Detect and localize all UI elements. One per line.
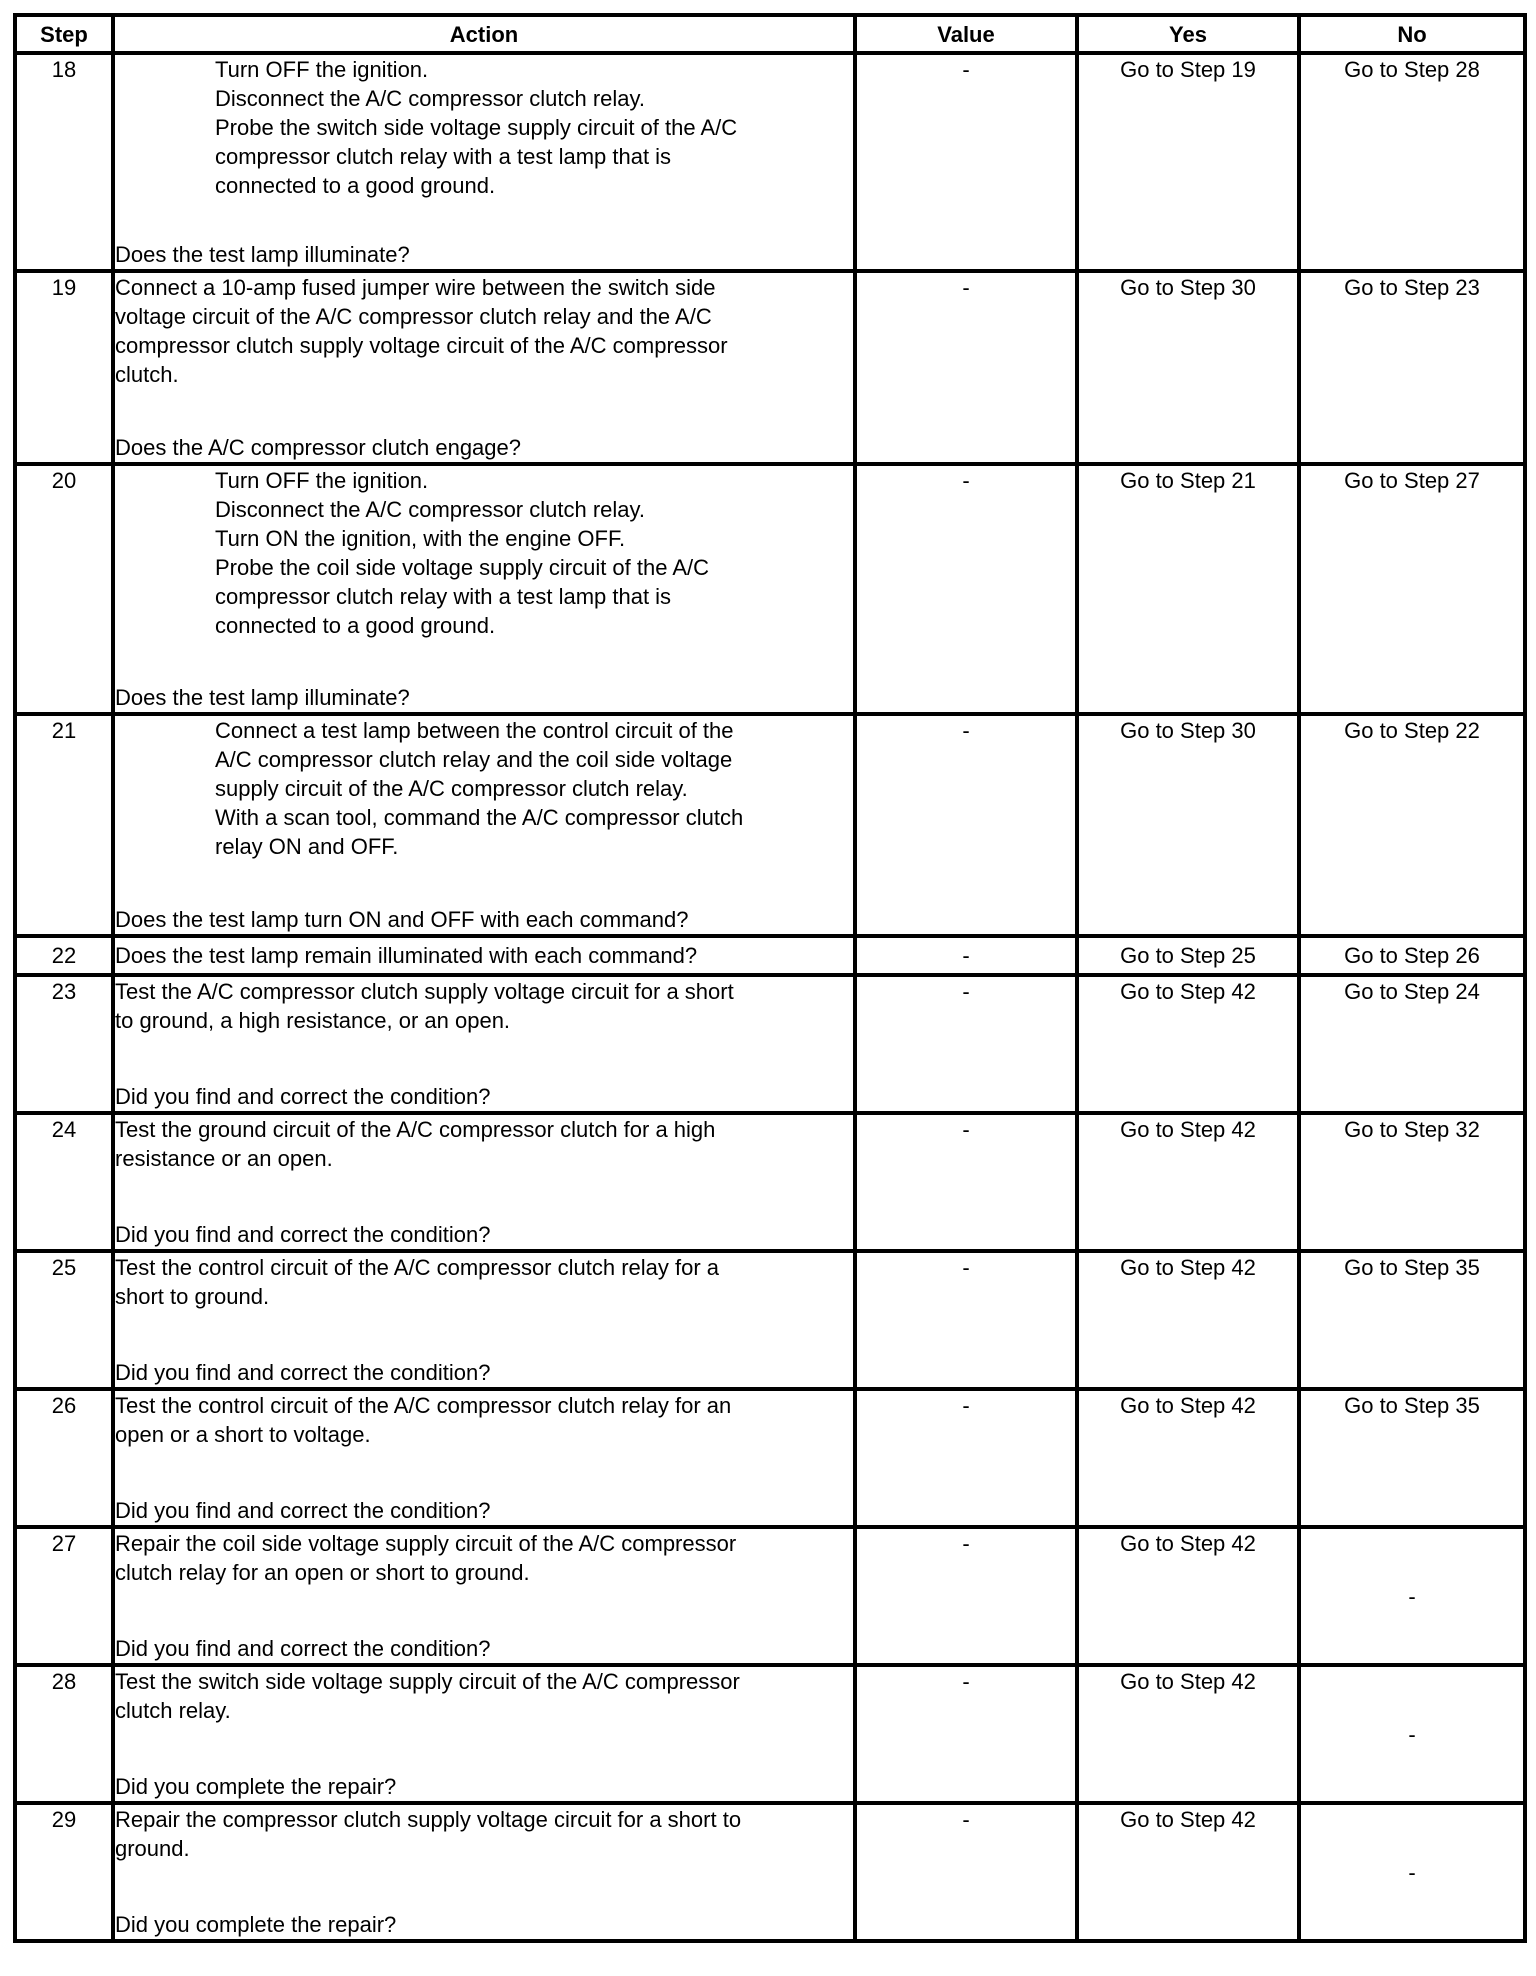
action-line: Disconnect the A/C compressor clutch relay. [215, 86, 645, 111]
no-cell: - [1299, 1527, 1525, 1665]
header-row [15, 15, 1525, 53]
step-number: 22 [15, 936, 113, 975]
action-cell [113, 975, 855, 1113]
table-row [15, 1803, 1525, 1941]
action-line: clutch relay. [115, 1698, 231, 1723]
value-cell: - [855, 271, 1077, 464]
action-question: Does the test lamp remain illuminated with each command? [115, 943, 698, 968]
no-cell: - [1299, 1665, 1525, 1803]
action-line: short to ground. [115, 1284, 270, 1309]
action-line: Disconnect the A/C compressor clutch relay. [215, 497, 645, 522]
table-row [15, 53, 1525, 271]
action-steps [115, 1667, 853, 1725]
action-cell [113, 1665, 855, 1803]
action-question: Does the test lamp illuminate? [115, 242, 410, 267]
action-steps [115, 1529, 853, 1587]
no-cell: Go to Step 35 [1299, 1389, 1525, 1527]
diagnostic-table [13, 13, 1527, 1943]
action-question: Does the A/C compressor clutch engage? [115, 435, 522, 460]
step-number: 26 [15, 1389, 113, 1527]
action-line: Turn OFF the ignition. [215, 468, 429, 493]
action-line: Repair the compressor clutch supply voltage circuit for a short to [115, 1807, 742, 1832]
yes-cell: Go to Step 42 [1077, 1251, 1299, 1389]
action-line: to ground, a high resistance, or an open. [115, 1008, 511, 1033]
step-number: 21 [15, 714, 113, 936]
value-cell: - [855, 53, 1077, 271]
value-cell: - [855, 464, 1077, 714]
no-cell: Go to Step 24 [1299, 975, 1525, 1113]
table-row [15, 1665, 1525, 1803]
action-question: Did you complete the repair? [115, 1774, 397, 1799]
action-steps [115, 1805, 853, 1863]
action-cell [113, 936, 855, 975]
action-cell [113, 714, 855, 936]
action-cell [113, 464, 855, 714]
step-number: 28 [15, 1665, 113, 1803]
diagnostic-table-container [13, 13, 1523, 1943]
action-cell [113, 1803, 855, 1941]
action-cell [113, 271, 855, 464]
action-cell [113, 1113, 855, 1251]
action-steps [115, 466, 853, 640]
value-cell: - [855, 975, 1077, 1113]
yes-cell: Go to Step 30 [1077, 271, 1299, 464]
action-steps [115, 716, 853, 861]
no-cell: Go to Step 27 [1299, 464, 1525, 714]
action-question: Did you find and correct the condition? [115, 1498, 491, 1523]
value-cell: - [855, 1803, 1077, 1941]
action-question: Does the test lamp turn ON and OFF with each command? [115, 907, 689, 932]
no-cell: Go to Step 22 [1299, 714, 1525, 936]
action-line: Turn ON the ignition, with the engine OFF. [215, 526, 626, 551]
step-number: 24 [15, 1113, 113, 1251]
action-line: Test the control circuit of the A/C compressor clutch relay for an [115, 1393, 732, 1418]
value-cell: - [855, 1113, 1077, 1251]
action-line: voltage circuit of the A/C compressor clutch relay and the A/C [115, 304, 712, 329]
action-steps [115, 273, 853, 389]
action-question: Did you complete the repair? [115, 1912, 397, 1937]
step-number: 20 [15, 464, 113, 714]
action-cell [113, 1527, 855, 1665]
action-line: compressor clutch relay with a test lamp that is [215, 584, 672, 609]
table-row [15, 1113, 1525, 1251]
value-cell: - [855, 1665, 1077, 1803]
step-number: 25 [15, 1251, 113, 1389]
action-line: Probe the coil side voltage supply circuit of the A/C [215, 555, 710, 580]
header-step: Step [15, 15, 113, 53]
value-cell: - [855, 1251, 1077, 1389]
action-cell [113, 1251, 855, 1389]
action-line: relay ON and OFF. [215, 834, 399, 859]
action-steps [115, 977, 853, 1035]
table-row [15, 1527, 1525, 1665]
action-line: Probe the switch side voltage supply circuit of the A/C [215, 115, 738, 140]
action-line: Repair the coil side voltage supply circuit of the A/C compressor [115, 1531, 737, 1556]
action-question: Did you find and correct the condition? [115, 1360, 491, 1385]
action-question: Did you find and correct the condition? [115, 1636, 491, 1661]
table-row [15, 464, 1525, 714]
no-cell: - [1299, 1803, 1525, 1941]
action-line: compressor clutch relay with a test lamp that is [215, 144, 672, 169]
yes-cell: Go to Step 42 [1077, 975, 1299, 1113]
action-line: compressor clutch supply voltage circuit of the A/C compressor [115, 333, 728, 358]
yes-cell: Go to Step 42 [1077, 1803, 1299, 1941]
action-steps [115, 1391, 853, 1449]
value-cell: - [855, 1527, 1077, 1665]
action-line: ground. [115, 1836, 190, 1861]
table-row [15, 936, 1525, 975]
action-line: resistance or an open. [115, 1146, 333, 1171]
action-line: connected to a good ground. [215, 173, 496, 198]
no-cell: Go to Step 26 [1299, 936, 1525, 975]
header-value: Value [855, 15, 1077, 53]
action-line: open or a short to voltage. [115, 1422, 371, 1447]
action-question: Did you find and correct the condition? [115, 1084, 491, 1109]
value-cell: - [855, 1389, 1077, 1527]
no-cell: Go to Step 28 [1299, 53, 1525, 271]
table-row [15, 271, 1525, 464]
step-number: 29 [15, 1803, 113, 1941]
action-line: With a scan tool, command the A/C compressor clutch [215, 805, 744, 830]
step-number: 18 [15, 53, 113, 271]
value-cell: - [855, 714, 1077, 936]
table-row [15, 1389, 1525, 1527]
action-question: Does the test lamp illuminate? [115, 685, 410, 710]
action-line: Connect a 10-amp fused jumper wire between the switch side [115, 275, 716, 300]
action-steps [115, 1253, 853, 1311]
table-row [15, 714, 1525, 936]
action-line: Test the A/C compressor clutch supply voltage circuit for a short [115, 979, 734, 1004]
action-steps [115, 55, 853, 200]
action-line: clutch. [115, 362, 179, 387]
action-line: A/C compressor clutch relay and the coil side voltage [215, 747, 733, 772]
action-line: Test the control circuit of the A/C compressor clutch relay for a [115, 1255, 720, 1280]
action-cell [113, 1389, 855, 1527]
header-no: No [1299, 15, 1525, 53]
yes-cell: Go to Step 21 [1077, 464, 1299, 714]
table-row [15, 1251, 1525, 1389]
value-cell: - [855, 936, 1077, 975]
action-line: supply circuit of the A/C compressor clutch relay. [215, 776, 688, 801]
table-row [15, 975, 1525, 1113]
yes-cell: Go to Step 42 [1077, 1389, 1299, 1527]
header-yes: Yes [1077, 15, 1299, 53]
yes-cell: Go to Step 42 [1077, 1113, 1299, 1251]
step-number: 23 [15, 975, 113, 1113]
no-cell: Go to Step 32 [1299, 1113, 1525, 1251]
action-steps [115, 1115, 853, 1173]
no-cell: Go to Step 23 [1299, 271, 1525, 464]
action-cell [113, 53, 855, 271]
yes-cell: Go to Step 30 [1077, 714, 1299, 936]
action-line: Test the switch side voltage supply circuit of the A/C compressor [115, 1669, 740, 1694]
header-action: Action [113, 15, 855, 53]
action-line: Test the ground circuit of the A/C compressor clutch for a high [115, 1117, 716, 1142]
yes-cell: Go to Step 42 [1077, 1665, 1299, 1803]
step-number: 19 [15, 271, 113, 464]
action-line: Turn OFF the ignition. [215, 57, 429, 82]
action-question: Did you find and correct the condition? [115, 1222, 491, 1247]
yes-cell: Go to Step 42 [1077, 1527, 1299, 1665]
action-line: clutch relay for an open or short to ground. [115, 1560, 530, 1585]
yes-cell: Go to Step 25 [1077, 936, 1299, 975]
yes-cell: Go to Step 19 [1077, 53, 1299, 271]
action-line: connected to a good ground. [215, 613, 496, 638]
no-cell: Go to Step 35 [1299, 1251, 1525, 1389]
action-line: Connect a test lamp between the control circuit of the [215, 718, 734, 743]
step-number: 27 [15, 1527, 113, 1665]
